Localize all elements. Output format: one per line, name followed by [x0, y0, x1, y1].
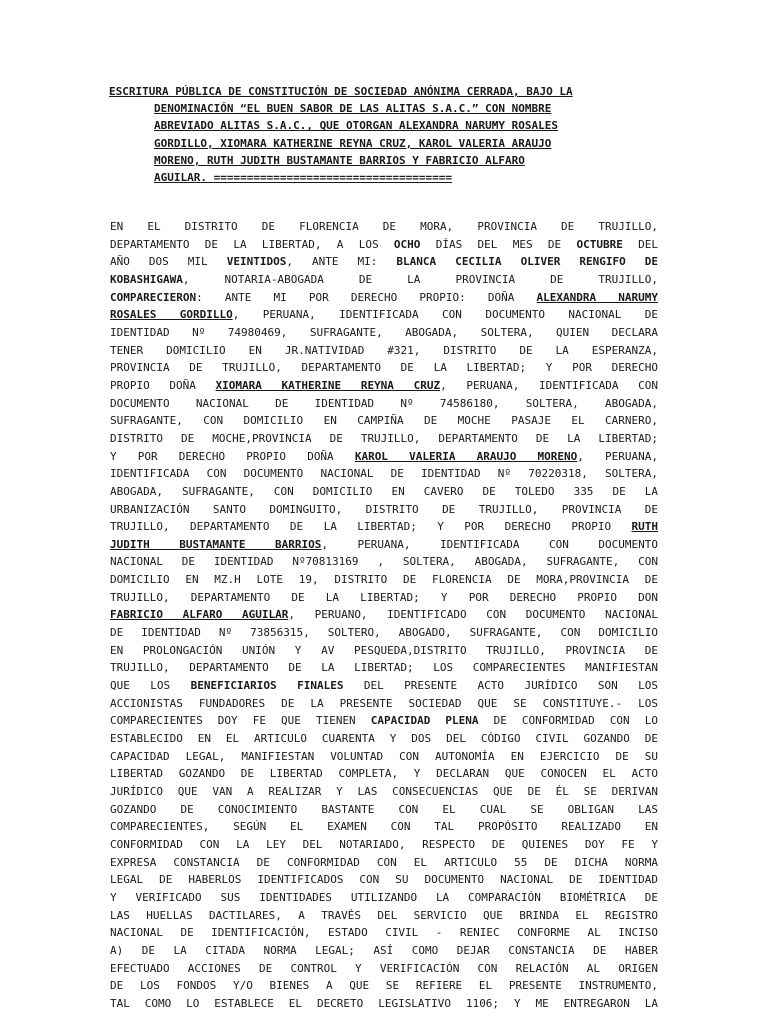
- body-text: , PERUANA, IDENTIFICADA CON DOCUMENTO: [321, 537, 658, 551]
- body-line: [110, 395, 658, 413]
- body-line: [110, 889, 658, 907]
- body-text: DEL PRESENTE ACTO JURÍDICO SON LOS: [343, 679, 659, 693]
- body-line: [110, 589, 658, 607]
- body-line: [110, 606, 658, 624]
- body-line: [110, 836, 658, 854]
- body-line: [110, 218, 658, 236]
- body-text: TRUJILLO, DEPARTAMENTO DE LA LIBERTAD; Y POR DERECHO PROPIO: [110, 520, 632, 534]
- deed-body: [110, 218, 658, 1013]
- body-text-bold: ROSALES GORDILLO: [110, 308, 233, 322]
- body-text: EXPRESA CONSTANCIA DE CONFORMIDAD CON EL ARTICULO 55 DE DICHA NORMA: [110, 855, 658, 869]
- title-line: DENOMINACIÓN “EL BUEN SABOR DE LAS ALITAS S.A.C.” CON NOMBRE: [154, 102, 552, 116]
- body-line: [110, 712, 658, 730]
- body-text: EN PROLONGACIÓN UNIÓN Y AV PESQUEDA,DISTRITO TRUJILLO, PROVINCIA DE: [110, 643, 658, 657]
- body-text: , PERUANA, IDENTIFICADA CON: [440, 378, 658, 392]
- body-line: [110, 359, 658, 377]
- body-line: [110, 342, 658, 360]
- title-line: MORENO, RUTH JUDITH BUSTAMANTE BARRIOS Y FABRICIO ALFARO: [154, 153, 525, 167]
- body-text-bold: BENEFICIARIOS FINALES: [190, 679, 344, 693]
- body-line: [110, 854, 658, 872]
- title-line-text: AGUILAR: [154, 171, 201, 185]
- body-text: , ANTE MI:: [286, 255, 397, 269]
- body-text: EFECTUADO ACCIONES DE CONTROL Y VERIFICACIÓN CON RELACIÓN AL ORIGEN: [110, 961, 658, 975]
- body-text: DOMICILIO EN MZ.H LOTE 19, DISTRITO DE FLORENCIA DE MORA,PROVINCIA DE: [110, 573, 658, 587]
- body-text: COMPARECIENTES, SEGÚN EL EXAMEN CON TAL PROPÓSITO REALIZADO EN: [110, 820, 658, 834]
- body-text: QUE LOS: [110, 679, 191, 693]
- body-line: [110, 501, 658, 519]
- body-text: JURÍDICO QUE VAN A REALIZAR Y LAS CONSECUENCIAS QUE DE ÉL SE DERIVAN: [110, 785, 658, 798]
- body-line: [110, 677, 658, 695]
- body-text: NACIONAL DE IDENTIDAD Nº70813169 , SOLTERA, ABOGADA, SUFRAGANTE, CON: [110, 555, 658, 569]
- body-line: [110, 730, 658, 748]
- body-line: [110, 801, 658, 819]
- body-line: [110, 412, 658, 430]
- body-text: IDENTIDAD Nº 74980469, SUFRAGANTE, ABOGADA, SOLTERA, QUIEN DECLARA: [110, 325, 658, 339]
- body-text: NACIONAL DE IDENTIFICACIÓN, ESTADO CIVIL - RENIEC CONFORME AL INCISO: [110, 926, 658, 940]
- body-text-bold: XIOMARA KATHERINE REYNA CRUZ: [215, 378, 441, 392]
- body-text-bold: VEINTIDOS: [226, 255, 287, 269]
- body-line: [110, 253, 658, 271]
- body-text: DEL: [622, 237, 658, 251]
- body-line: [110, 977, 658, 995]
- body-text: DEPARTAMENTO DE LA LIBERTAD, A LOS: [110, 237, 394, 251]
- body-line: [110, 907, 658, 925]
- body-line: [110, 289, 658, 307]
- body-text-bold: CAPACIDAD PLENA: [370, 714, 479, 728]
- body-text-bold: FABRICIO ALFARO AGUILAR: [110, 608, 289, 622]
- body-line: [110, 536, 658, 554]
- title-line-last: [109, 169, 654, 186]
- body-text: DISTRITO DE MOCHE,PROVINCIA DE TRUJILLO, DEPARTAMENTO DE LA LIBERTAD;: [110, 431, 658, 445]
- body-text: PROPIO DOÑA: [110, 378, 216, 392]
- body-text-bold: OCHO: [393, 237, 421, 251]
- body-text: CONFORMIDAD CON LA LEY DEL NOTARIADO, RESPECTO DE QUIENES DOY FE Y: [110, 837, 658, 851]
- body-text: DE CONFORMIDAD CON LO: [478, 714, 658, 728]
- body-text: TENER DOMICILIO EN JR.NATIVIDAD #321, DISTRITO DE LA ESPERANZA,: [110, 343, 658, 357]
- body-text: ABOGADA, SUFRAGANTE, CON DOMICILIO EN CAVERO DE TOLEDO 335 DE LA: [110, 484, 658, 498]
- body-text: URBANIZACIÓN SANTO DOMINGUITO, DISTRITO DE TRUJILLO, PROVINCIA DE: [110, 502, 658, 516]
- body-text: DE IDENTIDAD Nº 73856315, SOLTERO, ABOGADO, SUFRAGANTE, CON DOMICILIO: [110, 626, 658, 640]
- body-line: [110, 518, 658, 536]
- body-text-bold: KAROL VALERIA ARAUJO MORENO: [354, 449, 578, 463]
- body-text: COMPARECIENTES DOY FE QUE TIENEN: [110, 714, 371, 728]
- body-line: [110, 783, 658, 801]
- body-line: [110, 924, 658, 942]
- body-text: TAL COMO LO ESTABLECE EL DECRETO LEGISLATIVO 1106; Y ME ENTREGARON LA: [110, 996, 658, 1010]
- title-line: ABREVIADO ALITAS S.A.C., QUE OTORGAN ALEXANDRA NARUMY ROSALES: [154, 119, 558, 133]
- body-text: AÑO DOS MIL: [110, 255, 227, 269]
- deed-title: [109, 83, 654, 186]
- body-text: Y VERIFICADO SUS IDENTIDADES UTILIZANDO LA COMPARACIÓN BIOMÉTRICA DE: [110, 890, 658, 904]
- body-line: [110, 659, 658, 677]
- body-line: [110, 465, 658, 483]
- body-text: Y POR DERECHO PROPIO DOÑA: [110, 449, 355, 463]
- body-text: GOZANDO DE CONOCIMIENTO BASTANTE CON EL CUAL SE OBLIGAN LAS: [110, 802, 658, 816]
- body-text: , NOTARIA-ABOGADA DE LA PROVINCIA DE TRUJILLO,: [182, 272, 658, 286]
- body-line: [110, 306, 658, 324]
- body-text: EN EL DISTRITO DE FLORENCIA DE MORA, PROVINCIA DE TRUJILLO,: [110, 220, 658, 233]
- body-line: [110, 236, 658, 254]
- body-line: [110, 748, 658, 766]
- body-line: [110, 995, 658, 1013]
- body-text-bold: COMPARECIERON: [110, 290, 197, 304]
- title-tail: . ====================================: [200, 171, 453, 185]
- body-line: [110, 324, 658, 342]
- body-line: [110, 765, 658, 783]
- body-line: [110, 871, 658, 889]
- body-text: , PERUANO, IDENTIFICADO CON DOCUMENTO NACIONAL: [288, 608, 658, 622]
- body-line: [110, 960, 658, 978]
- body-line: [110, 695, 658, 713]
- body-text-bold: BLANCA CECILIA OLIVER RENGIFO DE: [396, 255, 658, 269]
- body-line: [110, 624, 658, 642]
- body-text: IDENTIFICADA CON DOCUMENTO NACIONAL DE IDENTIDAD Nº 70220318, SOLTERA,: [110, 467, 658, 481]
- body-line: [110, 642, 658, 660]
- body-text-bold: JUDITH BUSTAMANTE BARRIOS: [110, 537, 322, 551]
- body-line: [110, 942, 658, 960]
- body-line: [110, 553, 658, 571]
- body-line: [110, 818, 658, 836]
- body-text: PROVINCIA DE TRUJILLO, DEPARTAMENTO DE LA LIBERTAD; Y POR DERECHO: [110, 361, 658, 375]
- body-text: LIBERTAD GOZANDO DE LIBERTAD COMPLETA, Y DECLARAN QUE CONOCEN EL ACTO: [110, 767, 658, 781]
- body-line: [110, 430, 658, 448]
- body-text: LAS HUELLAS DACTILARES, A TRAVÉS DEL SERVICIO QUE BRINDA EL REGISTRO: [110, 908, 658, 922]
- body-text: SUFRAGANTE, CON DOMICILIO EN CAMPIÑA DE MOCHE PASAJE EL CARNERO,: [110, 414, 658, 428]
- body-text: , PERUANA,: [577, 449, 659, 463]
- body-text: A) DE LA CITADA NORMA LEGAL; ASÍ COMO DEJAR CONSTANCIA DE HABER: [110, 943, 658, 957]
- body-text: CAPACIDAD LEGAL, MANIFIESTAN VOLUNTAD CON AUTONOMÍA EN EJERCICIO DE SU: [110, 749, 658, 763]
- body-line: [110, 448, 658, 466]
- body-text: : ANTE MI POR DERECHO PROPIO: DOÑA: [196, 290, 537, 304]
- title-line: ESCRITURA PÚBLICA DE CONSTITUCIÓN DE SOCIEDAD ANÓNIMA CERRADA, BAJO LA: [109, 85, 573, 98]
- body-text: DE LOS FONDOS Y/O BIENES A QUE SE REFIERE EL PRESENTE INSTRUMENTO,: [110, 979, 658, 993]
- body-line: [110, 571, 658, 589]
- body-text: LEGAL DE HABERLOS IDENTIFICADOS CON SU DOCUMENTO NACIONAL DE IDENTIDAD: [110, 873, 658, 887]
- body-text: ESTABLECIDO EN EL ARTICULO CUARENTA Y DOS DEL CÓDIGO CIVIL GOZANDO DE: [110, 732, 658, 746]
- body-text: ACCIONISTAS FUNDADORES DE LA PRESENTE SOCIEDAD QUE SE CONSTITUYE.- LOS: [110, 696, 658, 710]
- body-text-bold: KOBASHIGAWA: [110, 272, 183, 286]
- body-text: TRUJILLO, DEPARTAMENTO DE LA LIBERTAD; Y POR DERECHO PROPIO DON: [110, 590, 658, 604]
- body-text-bold: ALEXANDRA NARUMY: [536, 290, 658, 304]
- body-line: [110, 271, 658, 289]
- body-text: DOCUMENTO NACIONAL DE IDENTIDAD Nº 74586180, SOLTERA, ABOGADA,: [110, 396, 658, 410]
- body-line: [110, 377, 658, 395]
- body-text: , PERUANA, IDENTIFICADA CON DOCUMENTO NACIONAL DE: [232, 308, 658, 322]
- title-line: GORDILLO, XIOMARA KATHERINE REYNA CRUZ, KAROL VALERIA ARAUJO: [154, 136, 552, 150]
- body-text-bold: OCTUBRE: [576, 237, 623, 251]
- body-line: [110, 483, 658, 501]
- body-text-bold: RUTH: [631, 520, 658, 534]
- body-text: DÍAS DEL MES DE: [420, 237, 577, 251]
- body-text: TRUJILLO, DEPARTAMENTO DE LA LIBERTAD; LOS COMPARECIENTES MANIFIESTAN: [110, 661, 658, 675]
